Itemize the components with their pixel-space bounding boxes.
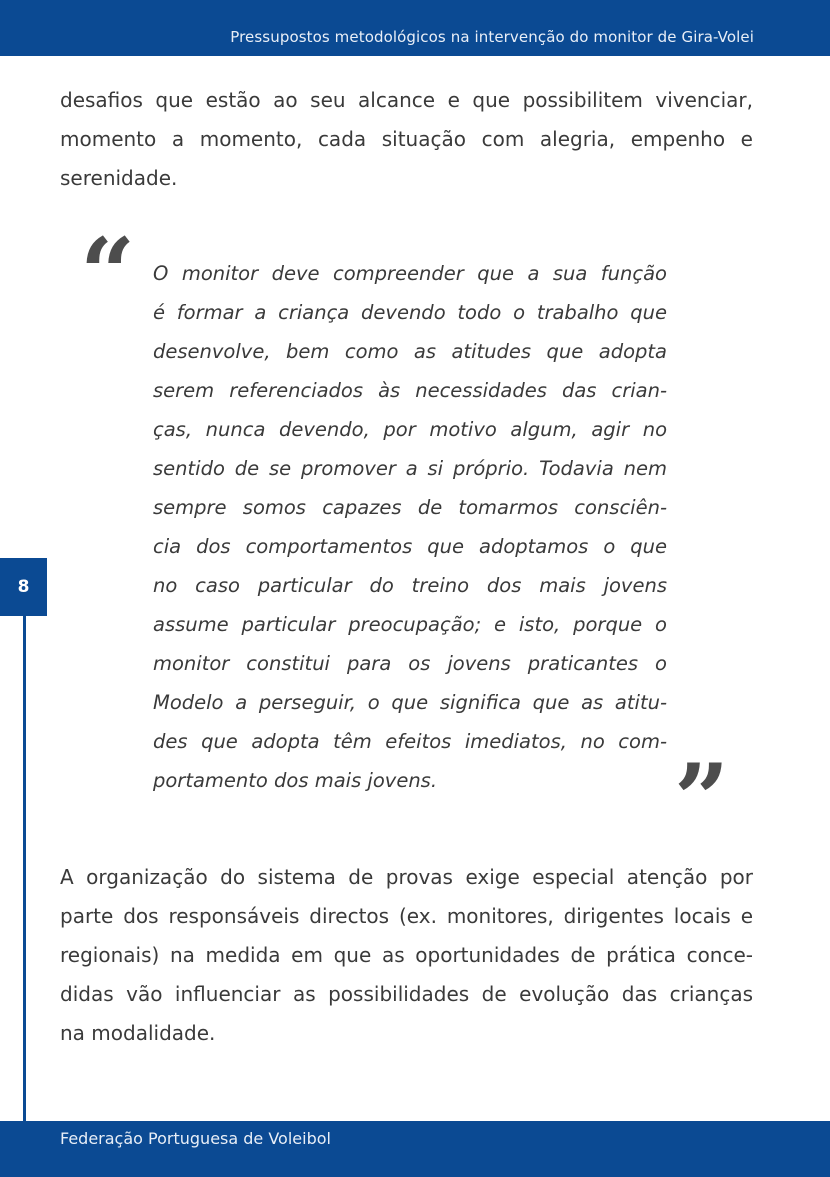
intro-paragraph <box>60 81 753 198</box>
paragraph-line: serenidade. <box>60 166 178 190</box>
quote-line: monitor constitui para os jovens praticantes o <box>153 652 667 675</box>
paragraph-line: desafios que estão ao seu alcance e que possibilitem vivenciar, <box>60 88 753 112</box>
quote-line: desenvolve, bem como as atitudes que adopta <box>153 340 667 363</box>
quote-line: des que adopta têm efeitos imediatos, no com- <box>153 730 667 753</box>
closing-paragraph <box>60 858 753 1053</box>
running-header-title: Pressupostos metodológicos na intervenção do monitor de Gira-Volei <box>230 28 754 46</box>
quote-line: serem referenciados às necessidades das crian- <box>153 379 667 402</box>
margin-rule <box>23 612 26 1124</box>
quote-line: Modelo a perseguir, o que significa que as atitu- <box>153 691 667 714</box>
quote-line: ças, nunca devendo, por motivo algum, agir no <box>153 418 667 441</box>
paragraph-line: A organização do sistema de provas exige especial atenção por <box>60 865 753 889</box>
quote-line: no caso particular do treino dos mais jovens <box>153 574 667 597</box>
quote-line: assume particular preocupação; e isto, porque o <box>153 613 667 636</box>
quote-line: O monitor deve compreender que a sua função <box>153 262 667 285</box>
paragraph-line: didas vão influenciar as possibilidades de evolução das crianças <box>60 982 753 1006</box>
header-bar <box>0 0 830 56</box>
paragraph-line: parte dos responsáveis directos (ex. monitores, dirigentes locais e <box>60 904 753 928</box>
paragraph-line: regionais) na medida em que as oportunidades de prática conce- <box>60 943 753 967</box>
quote-line: sempre somos capazes de tomarmos consciên- <box>153 496 667 519</box>
quote-line: cia dos comportamentos que adoptamos o que <box>153 535 667 558</box>
footer-bar <box>0 1121 830 1177</box>
quote-line: sentido de se promover a si próprio. Todavia nem <box>153 457 667 480</box>
paragraph-line: momento a momento, cada situação com alegria, empenho e <box>60 127 753 151</box>
quote-line: é formar a criança devendo todo o trabalho que <box>153 301 667 324</box>
open-quote-mark: “ <box>80 217 130 330</box>
footer-organization: Federação Portuguesa de Voleibol <box>60 1129 331 1148</box>
pull-quote <box>153 254 667 800</box>
close-quote-mark: ” <box>674 743 724 856</box>
quote-line: portamento dos mais jovens. <box>153 769 438 792</box>
page-number: 8 <box>17 577 30 597</box>
paragraph-line: na modalidade. <box>60 1021 216 1045</box>
page-number-tab <box>0 558 47 616</box>
